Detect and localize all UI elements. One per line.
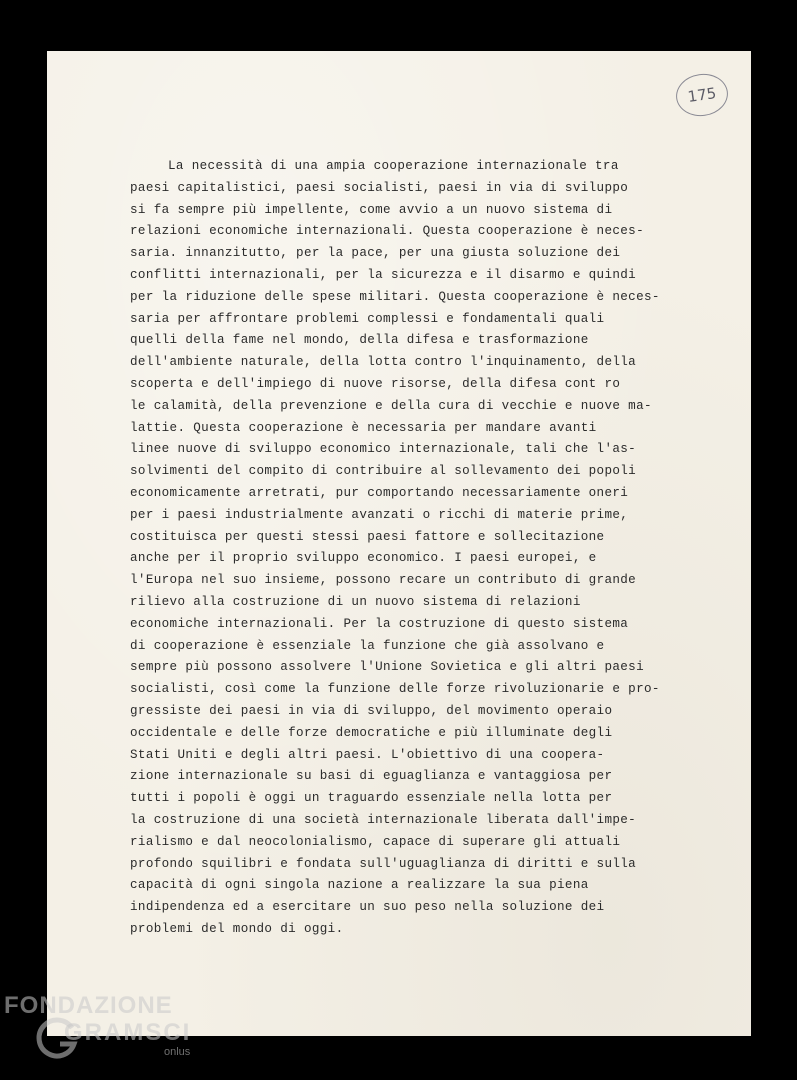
text-line: si fa sempre più impellente, come avvio a un nuovo sistema di: [130, 202, 613, 217]
text-line: relazioni economiche internazionali. Questa cooperazione è neces-: [130, 224, 644, 239]
text-line: lattie. Questa cooperazione è necessaria per mandare avanti: [130, 420, 597, 435]
text-line: occidentale e delle forze democratiche e più illuminate degli: [130, 725, 613, 740]
text-line: rilievo alla costruzione di un nuovo sistema di relazioni: [130, 594, 581, 609]
text-line: economicamente arretrati, pur comportando necessariamente oneri: [130, 485, 629, 500]
text-line: la costruzione di una società internazionale liberata dall'impe-: [130, 812, 637, 827]
text-line: per i paesi industrialmente avanzati o ricchi di materie prime,: [130, 507, 629, 522]
text-line: costituisca per questi stessi paesi fattore e sollecitazione: [130, 529, 605, 544]
fondazione-gramsci-watermark: [4, 992, 204, 1072]
text-line: gressiste dei paesi in via di sviluppo, del movimento operaio: [130, 703, 613, 718]
text-line: paesi capitalistici, paesi socialisti, paesi in via di sviluppo: [130, 180, 629, 195]
text-line: saria per affrontare problemi complessi e fondamentali quali: [130, 311, 605, 326]
text-line: Stati Uniti e degli altri paesi. L'obiettivo di una coopera-: [130, 747, 605, 762]
text-line: l'Europa nel suo insieme, possono recare un contributo di grande: [130, 573, 637, 588]
text-line: problemi del mondo di oggi.: [130, 921, 344, 936]
text-line: quelli della fame nel mondo, della difesa e trasformazione: [130, 333, 589, 348]
text-line: di cooperazione è essenziale la funzione che già assolvano e: [130, 638, 605, 653]
text-line: linee nuove di sviluppo economico internazionale, tali che l'as-: [130, 442, 637, 457]
text-line: economiche internazionali. Per la costruzione di questo sistema: [130, 616, 629, 631]
text-line: sempre più possono assolvere l'Unione Sovietica e gli altri paesi: [130, 660, 644, 675]
text-line: profondo squilibri e fondata sull'uguaglianza di diritti e sulla: [130, 856, 637, 871]
text-line: conflitti internazionali, per la sicurezza e il disarmo e quindi: [130, 267, 637, 282]
text-line: tutti i popoli è oggi un traguardo essenziale nella lotta per: [130, 791, 613, 806]
text-line: zione internazionale su basi di eguaglianza e vantaggiosa per: [130, 769, 613, 784]
text-line: dell'ambiente naturale, della lotta contro l'inquinamento, della: [130, 355, 637, 370]
text-line: indipendenza ed a esercitare un suo peso nella soluzione dei: [130, 900, 605, 915]
watermark-title: FONDAZIONE: [4, 992, 173, 1019]
text-line: socialisti, così come la funzione delle forze rivoluzionarie e pro-: [130, 682, 660, 697]
watermark-suffix: onlus: [164, 1046, 191, 1058]
typed-body-text: [130, 156, 710, 941]
text-line: solvimenti del compito di contribuire al sollevamento dei popoli: [130, 464, 637, 479]
watermark-subtitle: GRAMSCI: [64, 1019, 192, 1046]
page-number-circled: 175: [673, 71, 730, 120]
text-line: scoperta e dell'impiego di nuove risorse, della difesa cont ro: [130, 376, 621, 391]
text-line: saria. innanzitutto, per la pace, per una giusta soluzione dei: [130, 246, 621, 261]
text-line: anche per il proprio sviluppo economico. I paesi europei, e: [130, 551, 597, 566]
text-line: le calamità, della prevenzione e della cura di vecchie e nuove ma-: [130, 398, 652, 413]
text-line: rialismo e dal neocolonialismo, capace di superare gli attuali: [130, 834, 621, 849]
text-line: per la riduzione delle spese militari. Questa cooperazione è neces-: [130, 289, 660, 304]
text-line: capacità di ogni singola nazione a realizzare la sua piena: [130, 878, 589, 893]
text-line: La necessità di una ampia cooperazione internazionale tra: [168, 159, 619, 173]
